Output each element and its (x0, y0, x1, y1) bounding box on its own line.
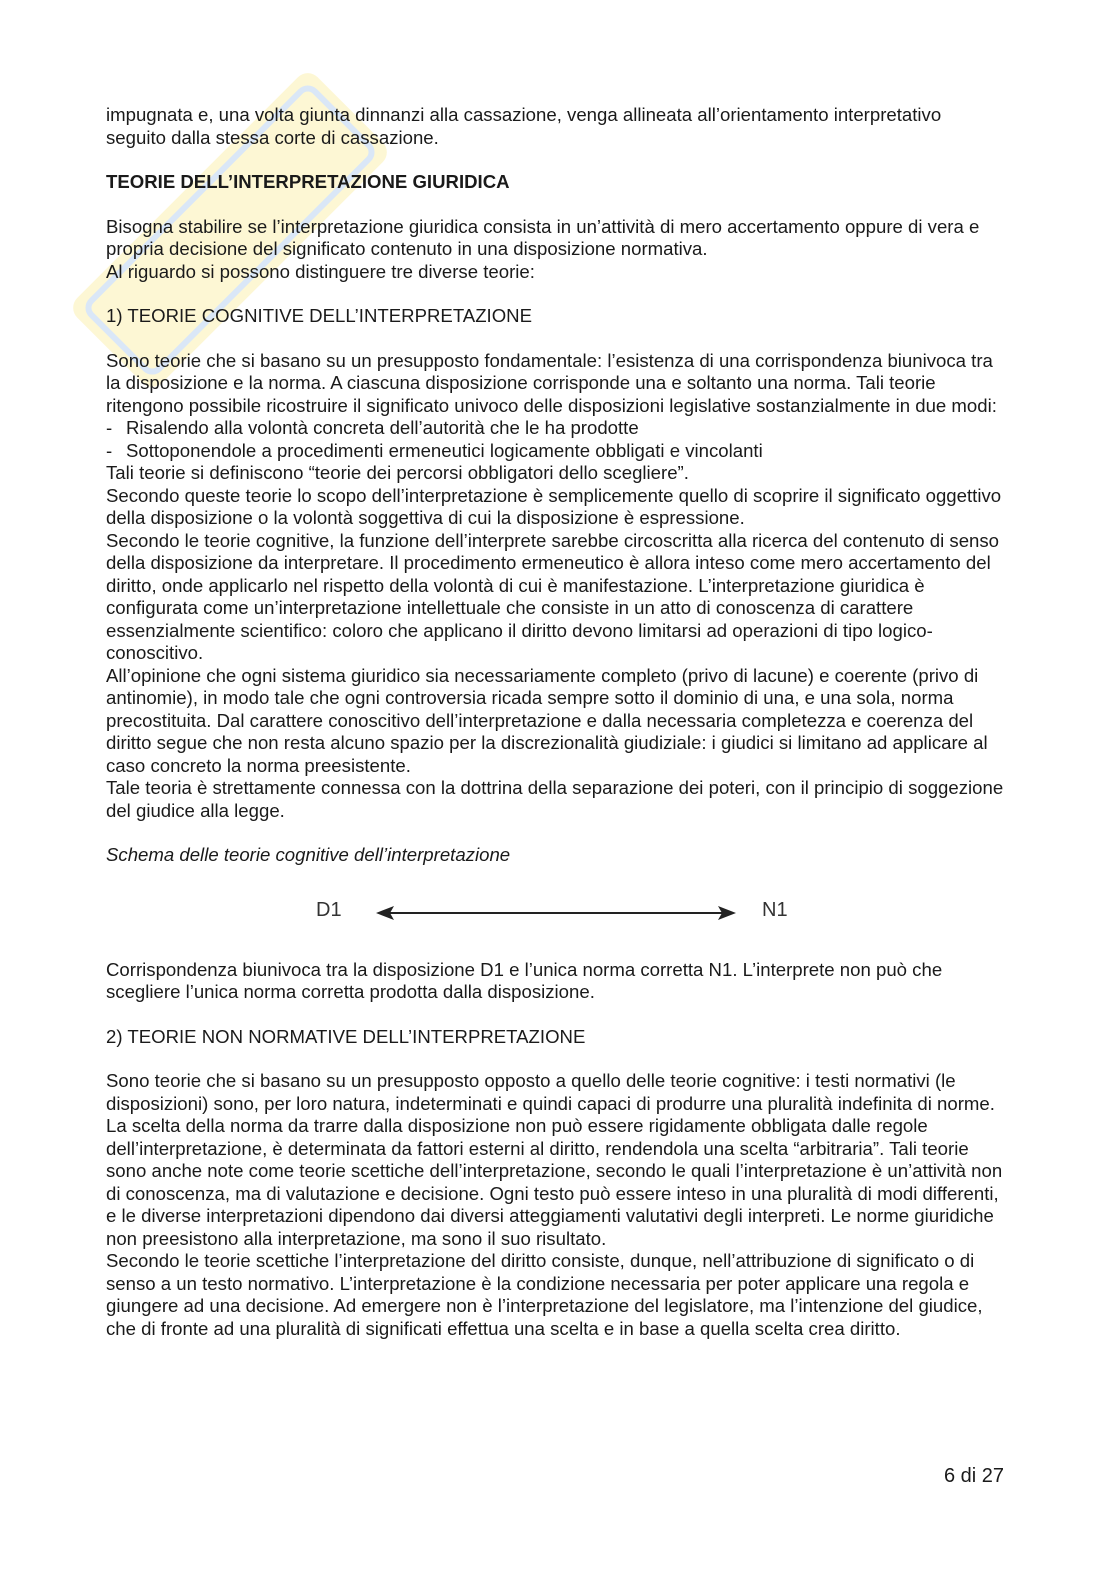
paragraph: Sono teorie che si basano su un presupposto opposto a quello delle teorie cognitive: i testi normativi (le disposizioni) sono, per loro natura, indeterminati e quindi capaci di produrre una pluralità indefinita di norme. La scelta della norma da trarre dalla disposizione non può essere rigidamente obbligata dalle regole dell’interpretazione, è determinata da fattori esterni al diritto, rendendola una scelta “arbitraria”. Tali teorie sono anche note come teorie scettiche dell’interpretazione, secondo le quali l’interpretazione è un’attività non di conoscenza, ma di valutazione e decisione. Ogni testo può essere inteso in una pluralità di modi differenti, e le diverse interpretazioni dipendono dai diversi atteggiamenti valutativi degli interpreti. Le norme giuridiche non preesistono alla interpretazione, ma sono il suo risultato. (106, 1070, 1003, 1249)
paragraph: Tali teorie si definiscono “teorie dei percorsi obbligatori dello scegliere”. (106, 462, 689, 483)
intro-paragraph: impugnata e, una volta giunta dinnanzi alla cassazione, venga allineata all’orientamento interpretativo seguito dalla stessa corte di cassazione. (106, 104, 942, 148)
subsection-heading-non-normative: 2) TEORIE NON NORMATIVE DELL’INTERPRETAZIONE (106, 1025, 586, 1047)
paragraph: All’opinione che ogni sistema giuridico sia necessariamente completo (privo di lacune) e coerente (privo di antinomie), in modo tale che ogni controversia ricada sempre sotto il dominio di una, e una sola, norma precostituita. Dal carattere conoscitivo dell’interpretazione e dalla necessaria completezza e coerenza del diritto segue che non resta alcuno spazio per la discrezionalità giudiziale: i giudici si limitano ad applicare al caso concreto la norma preesistente. (106, 664, 988, 776)
paragraph: Secondo le teorie scettiche l’interpretazione del diritto consiste, dunque, nell’attribuzione di significato o di senso a un testo normativo. L’interpretazione è la condizione necessaria per poter applicare una regola e giungere ad una decisione. Ad emergere non è l’interpretazione del legislatore, ma l’intenzione del giudice, che di fronte ad una pluralità di significati effettua una scelta e in base a quella scelta crea diritto. (106, 1250, 983, 1339)
paragraph: Tale teoria è strettamente connessa con la dottrina della separazione dei poteri, con il principio di soggezione del giudice alla legge. (106, 777, 1004, 821)
schema-title: Schema delle teorie cognitive dell’interpretazione (106, 844, 511, 865)
paragraph: Al riguardo si possono distinguere tre diverse teorie: (106, 260, 535, 282)
paragraph: Secondo le teorie cognitive, la funzione dell’interprete sarebbe circoscritta alla ricerca del contenuto di senso della disposizione da interpretare. Il procedimento ermeneutico è allora inteso come mero accertamento del diritto, onde applicarlo nel rispetto della volontà di cui è manifestazione. L’interpretazione giuridica è configurata come un’interpretazione intellettuale che consiste in un atto di conoscenza di carattere essenzialmente scientifico: coloro che applicano il diritto devono limitarsi ad operazioni di tipo logico-conoscitivo. (106, 529, 1000, 663)
paragraph: Bisogna stabilire se l’interpretazione giuridica consista in un’attività di mero accertamento oppure di vera e propria decisione del significato contenuto in una disposizione normativa. (106, 215, 980, 259)
paragraph: Corrispondenza biunivoca tra la disposizione D1 e l’unica norma corretta N1. L’interprete non può che scegliere l’unica norma corretta prodotta dalla disposizione. (106, 958, 943, 1002)
diagram-label-n1: N1 (762, 898, 788, 921)
bullet-text: Sottoponendole a procedimenti ermeneutici logicamente obbligati e vincolanti (126, 439, 763, 461)
double-arrow-icon (376, 903, 736, 923)
document-page (106, 104, 1006, 1340)
correspondence-diagram (106, 885, 1006, 945)
bullet-text: Risalendo alla volontà concreta dell’autorità che le ha prodotte (126, 417, 639, 438)
section-heading: TEORIE DELL’INTERPRETAZIONE GIURIDICA (106, 171, 510, 192)
subsection-heading-cognitive: 1) TEORIE COGNITIVE DELL’INTERPRETAZIONE (106, 305, 533, 326)
bullet-dash: - (106, 439, 113, 461)
page-number: 6 di 27 (943, 1465, 1004, 1487)
bullet-item (106, 417, 1006, 440)
paragraph: Secondo queste teorie lo scopo dell’interpretazione è semplicemente quello di scoprire il significato oggettivo della disposizione o la volontà soggettiva di cui la disposizione è espressione. (106, 484, 1002, 528)
diagram-label-d1: D1 (316, 898, 342, 921)
bullet-item (106, 440, 1006, 463)
paragraph: Sono teorie che si basano su un presupposto fondamentale: l’esistenza di una corrispondenza biunivoca tra la disposizione e la norma. A ciascuna disposizione corrisponde una e soltanto una norma. Tali teorie ritengono possibile ricostruire il significato univoco delle disposizioni legislative sostanzialmente in due modi: (106, 349, 997, 416)
bullet-dash: - (106, 417, 113, 438)
